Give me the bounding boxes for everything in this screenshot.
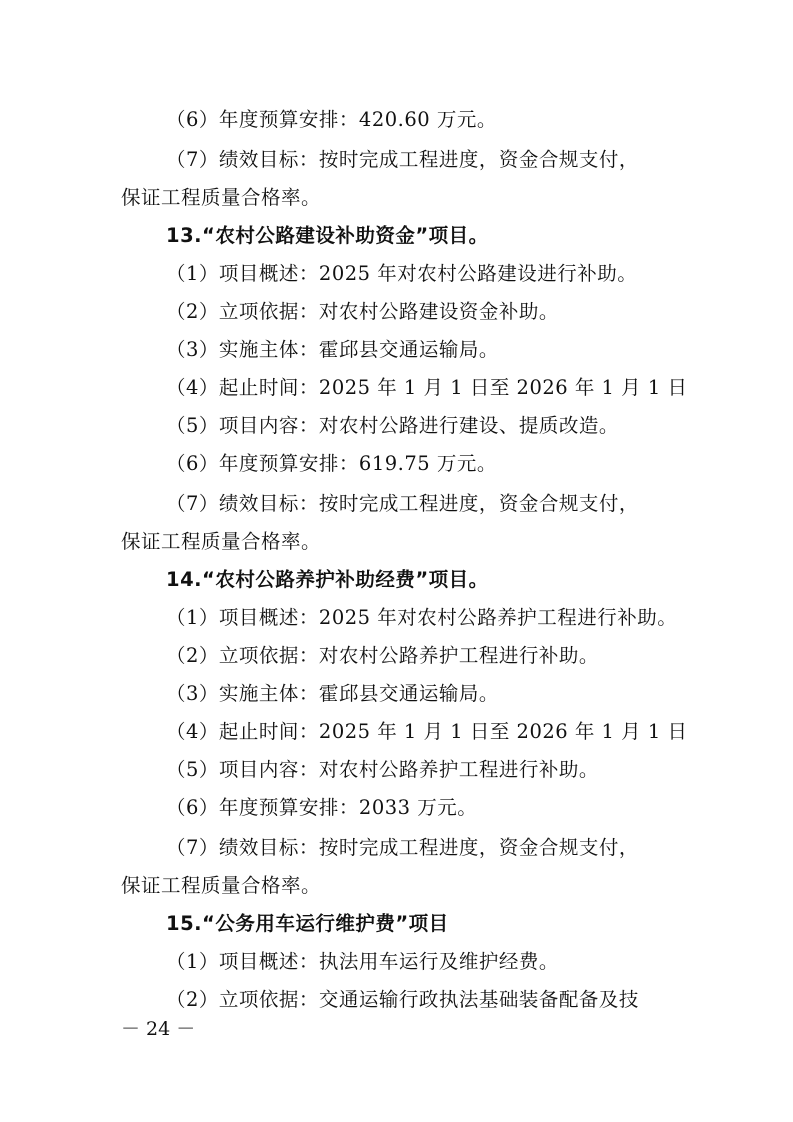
paragraph-line: （5）项目内容：对农村公路养护工程进行补助。 [166, 758, 599, 781]
section-heading: 15.“公务用车运行维护费”项目 [166, 912, 449, 935]
paragraph-line: （3）实施主体：霍邱县交通运输局。 [166, 682, 499, 705]
paragraph-line: （6）年度预算安排：2033 万元。 [166, 796, 478, 819]
paragraph-line: 保证工程质量合格率。 [121, 874, 322, 897]
paragraph-line: （4）起止时间：2025 年 1 月 1 日至 2026 年 1 月 1 日 [166, 376, 688, 399]
paragraph-line: （7）绩效目标：按时完成工程进度，资金合规支付， [166, 492, 639, 515]
paragraph-line: （5）项目内容：对农村公路进行建设、提质改造。 [166, 414, 619, 437]
paragraph-line: （7）绩效目标：按时完成工程进度，资金合规支付， [166, 836, 639, 859]
section-heading: 14.“农村公路养护补助经费”项目。 [166, 568, 489, 591]
paragraph-line: （2）立项依据：对农村公路养护工程进行补助。 [166, 644, 599, 667]
paragraph-line: （1）项目概述：2025 年对农村公路建设进行补助。 [166, 262, 638, 285]
paragraph-line: 保证工程质量合格率。 [121, 186, 322, 209]
page-number: － 24 － [121, 1018, 196, 1040]
paragraph-line: （6）年度预算安排：619.75 万元。 [166, 452, 497, 475]
paragraph-line: （2）立项依据：对农村公路建设资金补助。 [166, 300, 559, 323]
paragraph-line: （4）起止时间：2025 年 1 月 1 日至 2026 年 1 月 1 日 [166, 720, 688, 743]
paragraph-line: 保证工程质量合格率。 [121, 530, 322, 553]
paragraph-line: （1）项目概述：执法用车运行及维护经费。 [166, 950, 559, 973]
paragraph-line: （7）绩效目标：按时完成工程进度，资金合规支付， [166, 148, 639, 171]
paragraph-line: （1）项目概述：2025 年对农村公路养护工程进行补助。 [166, 606, 678, 629]
paragraph-line: （6）年度预算安排：420.60 万元。 [166, 108, 497, 131]
paragraph-line: （2）立项依据：交通运输行政执法基础装备配备及技 [166, 988, 639, 1011]
paragraph-line: （3）实施主体：霍邱县交通运输局。 [166, 338, 499, 361]
section-heading: 13.“农村公路建设补助资金”项目。 [166, 224, 489, 247]
